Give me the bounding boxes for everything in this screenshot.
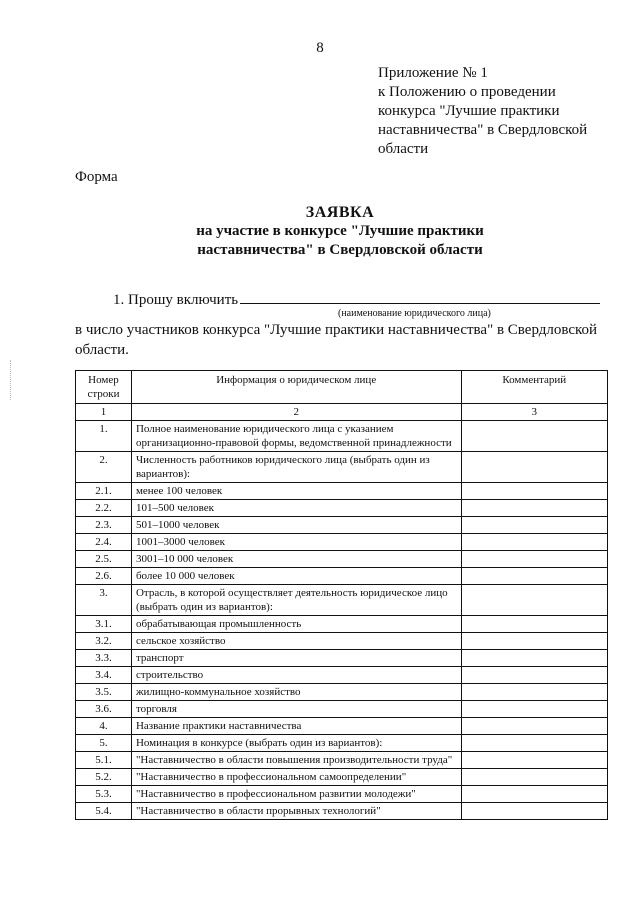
title-line: наставничества" в Свердловской области <box>197 242 483 258</box>
table-row <box>76 752 608 769</box>
row-description: Название практики наставничества <box>131 718 461 735</box>
row-description: торговля <box>131 701 461 718</box>
request-line <box>113 289 600 309</box>
application-table <box>75 370 608 820</box>
table-row <box>76 769 608 786</box>
comment-cell[interactable] <box>461 452 608 483</box>
row-number: 3.1. <box>76 616 132 633</box>
continuation-line: области. <box>75 342 129 358</box>
request-continuation <box>75 320 615 360</box>
request-text: 1. Прошу включить <box>113 292 239 308</box>
row-number: 3.3. <box>76 650 132 667</box>
row-number: 2. <box>76 452 132 483</box>
comment-cell[interactable] <box>461 650 608 667</box>
appendix-line: конкурса "Лучшие практики <box>378 103 560 119</box>
row-description: Полное наименование юридического лица с указанием организационно-правовой формы, ведомственной принадлежности <box>131 421 461 452</box>
row-number: 2.5. <box>76 551 132 568</box>
table-row <box>76 585 608 616</box>
table-row <box>76 701 608 718</box>
field-caption: (наименование юридического лица) <box>338 308 491 319</box>
comment-cell[interactable] <box>461 517 608 534</box>
organization-name-field[interactable] <box>240 289 600 304</box>
row-number: 5.3. <box>76 786 132 803</box>
row-number: 1. <box>76 421 132 452</box>
page-number: 8 <box>316 40 324 56</box>
row-description: Номинация в конкурсе (выбрать один из вариантов): <box>131 735 461 752</box>
row-description: строительство <box>131 667 461 684</box>
appendix-line: к Положению о проведении <box>378 84 556 100</box>
table-row <box>76 803 608 820</box>
comment-cell[interactable] <box>461 551 608 568</box>
row-description: сельское хозяйство <box>131 633 461 650</box>
table-row <box>76 534 608 551</box>
row-number: 2.4. <box>76 534 132 551</box>
comment-cell[interactable] <box>461 752 608 769</box>
row-number: 3.2. <box>76 633 132 650</box>
appendix-line: наставничества" в Свердловской <box>378 122 588 138</box>
comment-cell[interactable] <box>461 667 608 684</box>
row-number: 2.2. <box>76 500 132 517</box>
table-row <box>76 421 608 452</box>
row-description: жилищно-коммунальное хозяйство <box>131 684 461 701</box>
row-description: 501–1000 человек <box>131 517 461 534</box>
row-description: "Наставничество в профессиональном развитии молодежи" <box>131 786 461 803</box>
appendix-line: области <box>378 141 429 157</box>
row-description: менее 100 человек <box>131 483 461 500</box>
appendix-line: Приложение № 1 <box>378 65 488 81</box>
column-number: 3 <box>461 404 608 421</box>
table-row <box>76 667 608 684</box>
table-row <box>76 551 608 568</box>
comment-cell[interactable] <box>461 500 608 517</box>
row-number: 3. <box>76 585 132 616</box>
title-line: на участие в конкурсе "Лучшие практики <box>196 223 484 239</box>
comment-cell[interactable] <box>461 421 608 452</box>
comment-cell[interactable] <box>461 568 608 585</box>
table-row <box>76 568 608 585</box>
row-number: 5. <box>76 735 132 752</box>
continuation-line: в число участников конкурса "Лучшие практики наставничества" в Свердловской <box>75 322 598 338</box>
row-description: 1001–3000 человек <box>131 534 461 551</box>
column-number: 2 <box>131 404 461 421</box>
table-row <box>76 684 608 701</box>
row-number: 2.1. <box>76 483 132 500</box>
table-row <box>76 616 608 633</box>
row-number: 3.4. <box>76 667 132 684</box>
row-number: 5.2. <box>76 769 132 786</box>
row-number: 3.5. <box>76 684 132 701</box>
table-row <box>76 483 608 500</box>
table-header-row <box>76 371 608 404</box>
table-row <box>76 517 608 534</box>
comment-cell[interactable] <box>461 616 608 633</box>
comment-cell[interactable] <box>461 718 608 735</box>
row-description: Отрасль, в которой осуществляет деятельность юридическое лицо (выбрать один из вариантов): <box>131 585 461 616</box>
comment-cell[interactable] <box>461 701 608 718</box>
row-number: 2.3. <box>76 517 132 534</box>
row-description: 3001–10 000 человек <box>131 551 461 568</box>
row-number: 3.6. <box>76 701 132 718</box>
row-number: 5.1. <box>76 752 132 769</box>
comment-cell[interactable] <box>461 735 608 752</box>
appendix-reference <box>378 64 618 159</box>
comment-cell[interactable] <box>461 769 608 786</box>
row-number: 2.6. <box>76 568 132 585</box>
row-description: транспорт <box>131 650 461 667</box>
table-row <box>76 633 608 650</box>
row-description: Численность работников юридического лица (выбрать один из вариантов): <box>131 452 461 483</box>
form-label: Форма <box>75 169 118 185</box>
table-row <box>76 650 608 667</box>
column-number: 1 <box>76 404 132 421</box>
row-description: обрабатывающая промышленность <box>131 616 461 633</box>
table-row <box>76 735 608 752</box>
row-description: более 10 000 человек <box>131 568 461 585</box>
table-row <box>76 452 608 483</box>
table-row <box>76 500 608 517</box>
header-num: Номер строки <box>76 371 132 404</box>
row-description: "Наставничество в области прорывных технологий" <box>131 803 461 820</box>
comment-cell[interactable] <box>461 534 608 551</box>
table-row <box>76 718 608 735</box>
row-number: 4. <box>76 718 132 735</box>
header-info: Информация о юридическом лице <box>131 371 461 404</box>
title-main: ЗАЯВКА <box>305 204 375 221</box>
header-comment: Комментарий <box>461 371 608 404</box>
table-row <box>76 786 608 803</box>
row-description: 101–500 человек <box>131 500 461 517</box>
row-description: "Наставничество в области повышения производительности труда" <box>131 752 461 769</box>
comment-cell[interactable] <box>461 786 608 803</box>
comment-cell[interactable] <box>461 483 608 500</box>
row-number: 5.4. <box>76 803 132 820</box>
margin-mark <box>10 360 12 400</box>
document-title <box>0 203 640 260</box>
comment-cell[interactable] <box>461 684 608 701</box>
comment-cell[interactable] <box>461 585 608 616</box>
column-numbers-row <box>76 404 608 421</box>
comment-cell[interactable] <box>461 633 608 650</box>
comment-cell[interactable] <box>461 803 608 820</box>
row-description: "Наставничество в профессиональном самоопределении" <box>131 769 461 786</box>
